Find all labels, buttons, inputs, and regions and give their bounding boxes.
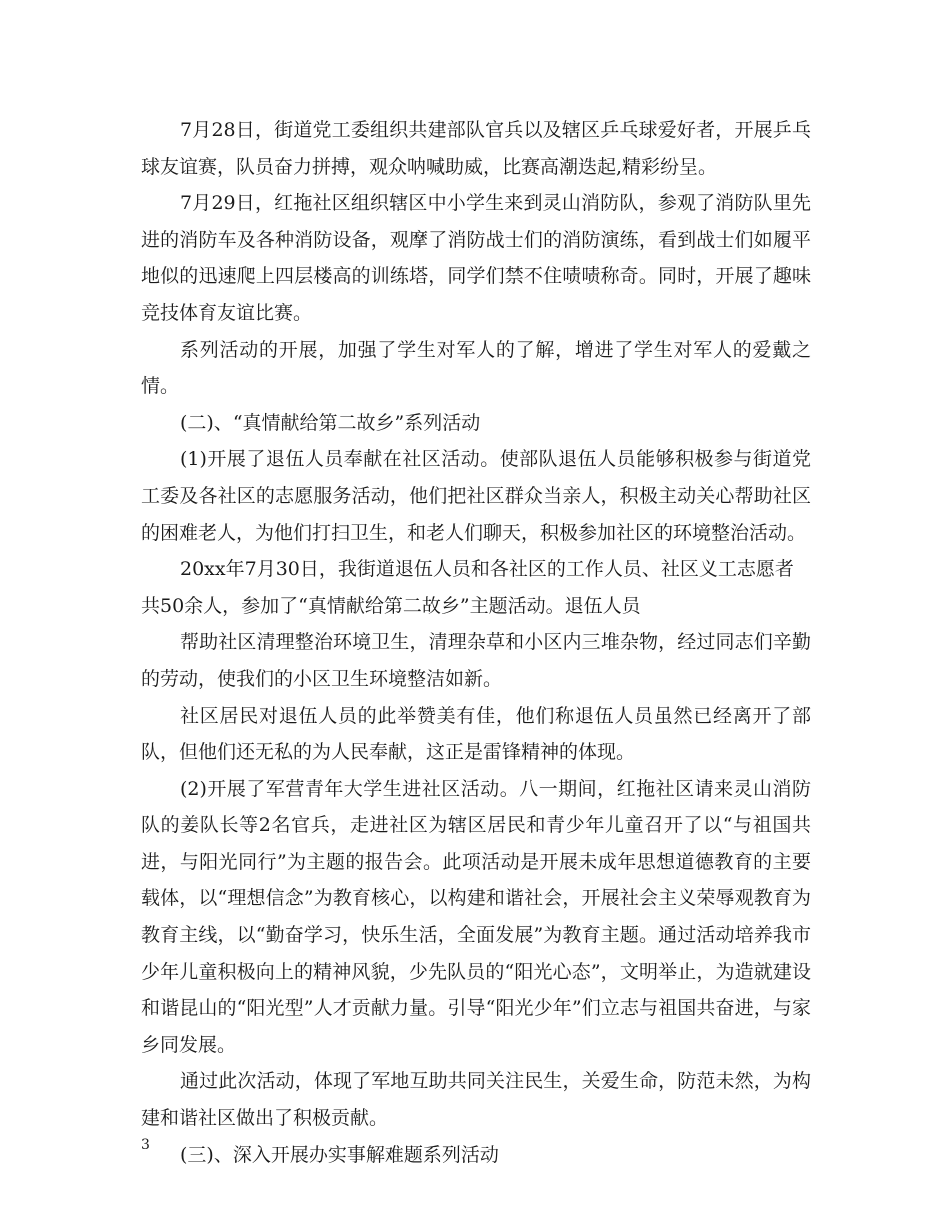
section-heading-practical-matters: (三)、深入开展办实事解难题系列活动 — [180, 1143, 499, 1166]
paragraph-environment-cleanup: 帮助社区清理整治环境卫生，清理杂草和小区内三堆杂物，经过同志们辛勤的劳动，使我们的小区卫生环境整洁如新。 — [141, 631, 811, 690]
paragraph-activity-summary: 系列活动的开展，加强了学生对军人的了解，增进了学生对军人的爱戴之情。 — [141, 338, 811, 398]
paragraph-table-tennis-match: 7月28日，街道党工委组织共建部队官兵以及辖区乒乓球爱好者，开展乒乓球友谊赛，队员奋力拼搏，观众呐喊助威，比赛高潮迭起,精彩纷呈。 — [141, 119, 811, 178]
document-body — [141, 112, 811, 1173]
section-heading-second-hometown: (二)、“真情献给第二故乡”系列活动 — [180, 411, 481, 434]
paragraph-youth-students-activity: (2)开展了军营青年大学生进社区活动。八一期间，红拖社区请来灵山消防队的姜队长等2名官兵，走进社区为辖区居民和青少年儿童召开了以“与祖国共进，与阳光同行”为主题的报告会。此项活动是开展未成年思想道德教育的主要载体，以“理想信念”为教育核心，以构建和谐社会，开展社会主义荣辱观教育为教育主线，以“勤奋学习，快乐生活，全面发展”为教育主题。通过活动培养我市少年儿童积极向上的精神风貌，少先队员的“阳光心态”，文明举止，为造就建设和谐昆山的“阳光型”人才贡献力量。引导“阳光少年”们立志与祖国共奋进，与家乡同发展。 — [141, 777, 811, 1056]
paragraph-residents-praise: 社区居民对退伍人员的此举赞美有佳，他们称退伍人员虽然已经离开了部队，但他们还无私的为人民奉献，这正是雷锋精神的体现。 — [141, 704, 811, 764]
paragraph-july-30-event: 20xx年7月30日，我街道退伍人员和各社区的工作人员、社区义工志愿者共50余人，参加了“真情献给第二故乡”主题活动。退伍人员 — [141, 558, 794, 617]
paragraph-activity-outcome: 通过此次活动，体现了军地互助共同关注民生，关爱生命，防范未然，为构建和谐社区做出了积极贡献。 — [141, 1070, 811, 1130]
paragraph-veterans-community-service: (1)开展了退伍人员奉献在社区活动。使部队退伍人员能够积极参与街道党工委及各社区的志愿服务活动，他们把社区群众当亲人，积极主动关心帮助社区的困难老人，为他们打扫卫生，和老人们聊天，积极参加社区的环境整治活动。 — [141, 448, 811, 544]
paragraph-fire-station-visit: 7月29日，红拖社区组织辖区中小学生来到灵山消防队，参观了消防队里先进的消防车及各种消防设备，观摩了消防战士们的消防演练，看到战士们如履平地似的迅速爬上四层楼高的训练塔，同学们禁不住啧啧称奇。同时，开展了趣味竞技体育友谊比赛。 — [141, 192, 811, 324]
page-number: 3 — [141, 1137, 150, 1153]
